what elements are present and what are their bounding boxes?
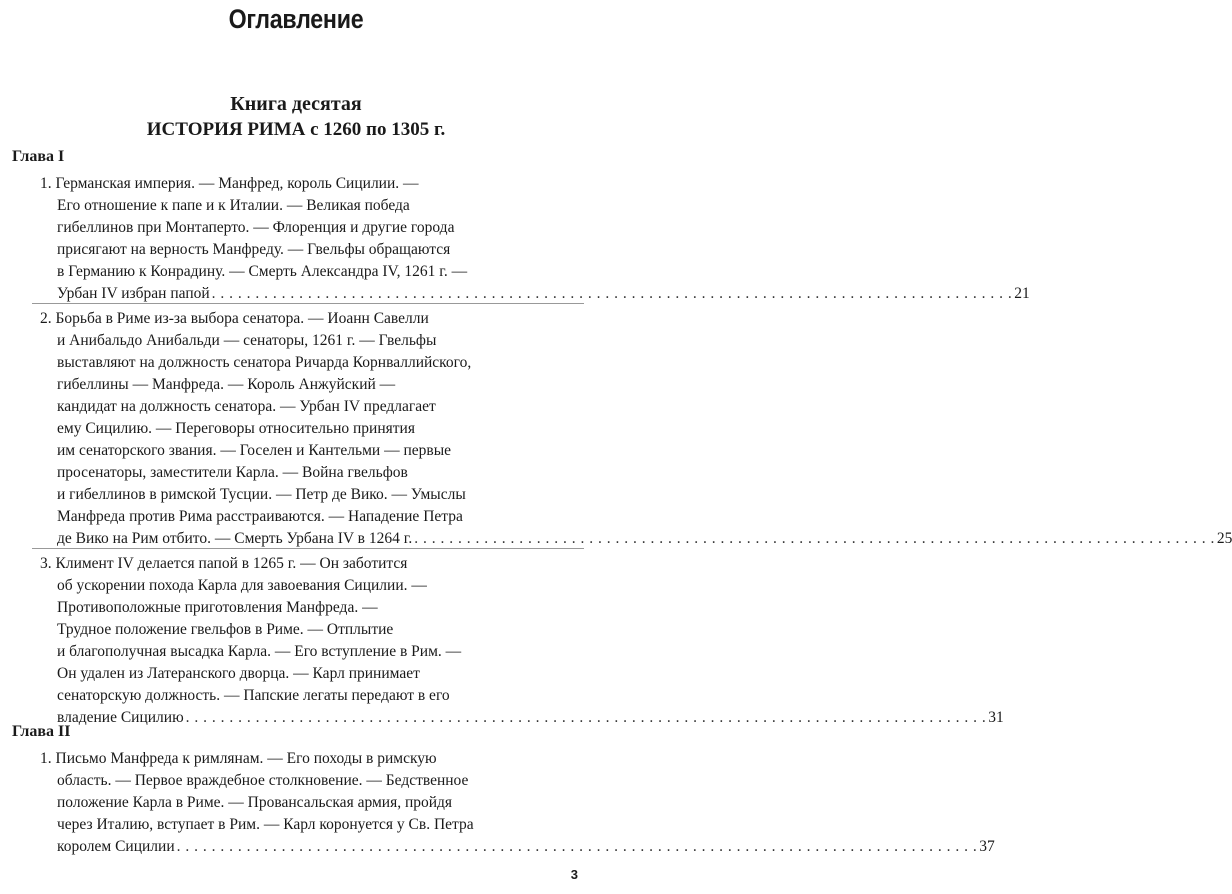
page-title: Оглавление — [228, 4, 364, 34]
dot-leader: . . . . . . . . . . . . . . . . . . . . . . . . . . . . . . . . . . . . . . . . . . . . . . . . . . . . . . . . . . . . . . . . . . . . . . . . . . . . . . . . . . . . . . . . . . . . — [414, 530, 1215, 547]
entry-divider — [32, 548, 584, 549]
chapter-heading: Глава II — [12, 723, 71, 740]
toc-page-number[interactable]: 21 — [1014, 285, 1030, 302]
book-heading — [0, 92, 592, 142]
toc-entry-line: через Италию, вступает в Рим. — Карл коронуется у Св. Петра — [57, 816, 474, 833]
toc-entry-line: королем Сицилии — [57, 838, 175, 855]
dot-leader: . . . . . . . . . . . . . . . . . . . . . . . . . . . . . . . . . . . . . . . . . . . . . . . . . . . . . . . . . . . . . . . . . . . . . . . . . . . . . . . . . . . . . . . . . . . . — [211, 285, 1013, 302]
toc-entry-line: 1. Германская империя. — Манфред, король Сицилии. — — [40, 175, 419, 192]
toc-entry-line: об ускорении похода Карла для завоевания Сицилии. — — [57, 577, 427, 594]
toc-entry-line: владение Сицилию — [57, 709, 184, 726]
toc-entry-line: Манфреда против Рима расстраиваются. — Нападение Петра — [57, 508, 463, 525]
toc-entry-line: им сенаторского звания. — Госелен и Кантельми — первые — [57, 442, 451, 459]
toc-entry-line: кандидат на должность сенатора. — Урбан IV предлагает — [57, 398, 436, 415]
toc-page-number[interactable]: 37 — [979, 838, 995, 855]
toc-entry-line: и гибеллинов в римской Тусции. — Петр де Вико. — Умыслы — [57, 486, 466, 503]
toc-entry-last-line — [40, 528, 1232, 550]
toc-entry-line: в Германию к Конрадину. — Смерть Александра IV, 1261 г. — — [57, 263, 468, 280]
toc-entry-line: 2. Борьба в Риме из-за выбора сенатора. — Иоанн Савелли — [40, 310, 429, 327]
toc-entry — [40, 553, 1004, 729]
toc-entry — [40, 748, 995, 858]
book-title: ИСТОРИЯ РИМА с 1260 по 1305 г. — [146, 119, 446, 140]
book-subtitle: Книга десятая — [230, 93, 362, 115]
toc-entry-line: просенаторы, заместители Карла. — Война гвельфов — [57, 464, 408, 481]
toc-entry-line: 1. Письмо Манфреда к римлянам. — Его походы в римскую — [40, 750, 437, 767]
toc-entry-line: гибеллины — Манфреда. — Король Анжуйский — — [57, 376, 396, 393]
entry-divider — [32, 303, 584, 304]
toc-entry-line: ему Сицилию. — Переговоры относительно принятия — [57, 420, 415, 437]
toc-entry-line: де Вико на Рим отбито. — Смерть Урбана IV в 1264 г. — [57, 530, 413, 547]
page-number: 3 — [570, 867, 578, 882]
toc-entry-line: присягают на верность Манфреду. — Гвельфы обращаются — [57, 241, 451, 258]
toc-entry-line: сенаторскую должность. — Папские легаты передают в его — [57, 687, 450, 704]
dot-leader: . . . . . . . . . . . . . . . . . . . . . . . . . . . . . . . . . . . . . . . . . . . . . . . . . . . . . . . . . . . . . . . . . . . . . . . . . . . . . . . . . . . . . . . . . . . . — [176, 838, 978, 855]
toc-entry-line: Противоположные приготовления Манфреда. — — [57, 599, 378, 616]
toc-entry-line: Трудное положение гвельфов в Риме. — Отплытие — [57, 621, 394, 638]
toc-entry-line: Его отношение к папе и к Италии. — Великая победа — [57, 197, 410, 214]
toc-entry-line: и Анибальдо Анибальди — сенаторы, 1261 г. — Гвельфы — [57, 332, 437, 349]
toc-entry-line: Урбан IV избран папой — [57, 285, 210, 302]
toc-entry-line: гибеллинов при Монтаперто. — Флоренция и другие города — [57, 219, 455, 236]
chapter-heading: Глава I — [12, 148, 65, 165]
toc-entry-line: и благополучная высадка Карла. — Его вступление в Рим. — — [57, 643, 462, 660]
toc-entry-last-line — [40, 283, 1030, 305]
toc-entry-line: Он удален из Латеранского дворца. — Карл принимает — [57, 665, 420, 682]
toc-page-number[interactable]: 31 — [988, 709, 1004, 726]
toc-entry-line: область. — Первое враждебное столкновение. — Бедственное — [57, 772, 469, 789]
toc-entry — [40, 173, 1030, 305]
toc-entry-line: выставляют на должность сенатора Ричарда Корнваллийского, — [57, 354, 472, 371]
toc-entry — [40, 308, 1232, 550]
toc-entry-line: 3. Климент IV делается папой в 1265 г. — Он заботится — [40, 555, 408, 572]
toc-page-number[interactable]: 25 — [1216, 530, 1232, 547]
dot-leader: . . . . . . . . . . . . . . . . . . . . . . . . . . . . . . . . . . . . . . . . . . . . . . . . . . . . . . . . . . . . . . . . . . . . . . . . . . . . . . . . . . . . . . . . . . . . — [185, 709, 987, 726]
toc-entry-last-line — [40, 707, 1004, 729]
toc-entry-last-line — [40, 836, 995, 858]
toc-entry-line: положение Карла в Риме. — Провансальская армия, пройдя — [57, 794, 453, 811]
